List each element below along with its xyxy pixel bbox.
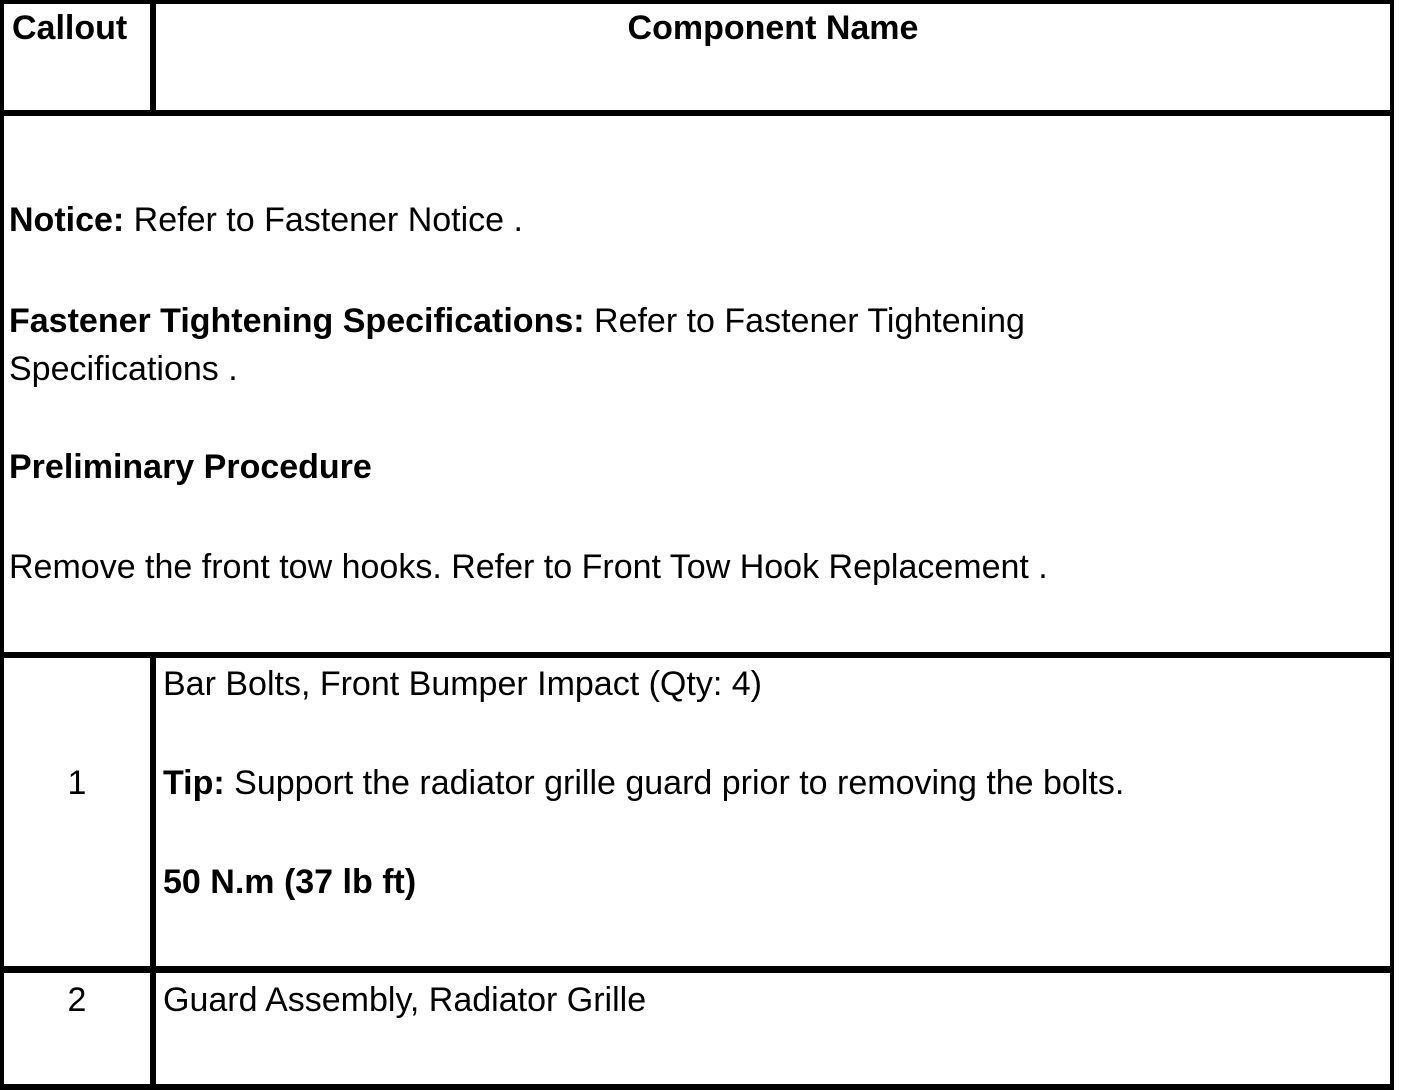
fastener-spec-line xyxy=(9,297,1025,345)
row-divider xyxy=(0,966,1394,973)
torque-spec: 50 N.m (37 lb ft) xyxy=(163,863,417,901)
preliminary-procedure-text[interactable]: Remove the front tow hooks. Refer to Front Tow Hook Replacement . xyxy=(9,548,1048,586)
component-name: Guard Assembly, Radiator Grille xyxy=(163,981,647,1019)
fastener-spec-label: Fastener Tightening Specifications: xyxy=(9,302,585,340)
notice-line xyxy=(9,196,523,244)
tip-line xyxy=(163,759,1124,807)
notice-text[interactable]: Refer to Fastener Notice . xyxy=(124,201,523,239)
column-divider-rows xyxy=(150,652,156,1090)
callout-number: 2 xyxy=(67,981,87,1019)
header-divider xyxy=(0,110,1394,116)
component-name: Bar Bolts, Front Bumper Impact (Qty: 4) xyxy=(163,665,762,703)
preamble-divider xyxy=(0,652,1394,658)
callout-header: Callout xyxy=(12,9,128,47)
callout-number: 1 xyxy=(67,764,87,802)
fastener-spec-text-continued[interactable]: Specifications . xyxy=(9,350,238,388)
tip-label: Tip: xyxy=(163,764,225,802)
component-name-header: Component Name xyxy=(627,9,919,47)
fastener-spec-text[interactable]: Refer to Fastener Tightening xyxy=(584,302,1025,340)
preliminary-procedure-heading: Preliminary Procedure xyxy=(9,448,372,486)
tip-text: Support the radiator grille guard prior to removing the bolts. xyxy=(224,764,1125,802)
notice-label: Notice: xyxy=(9,201,125,239)
